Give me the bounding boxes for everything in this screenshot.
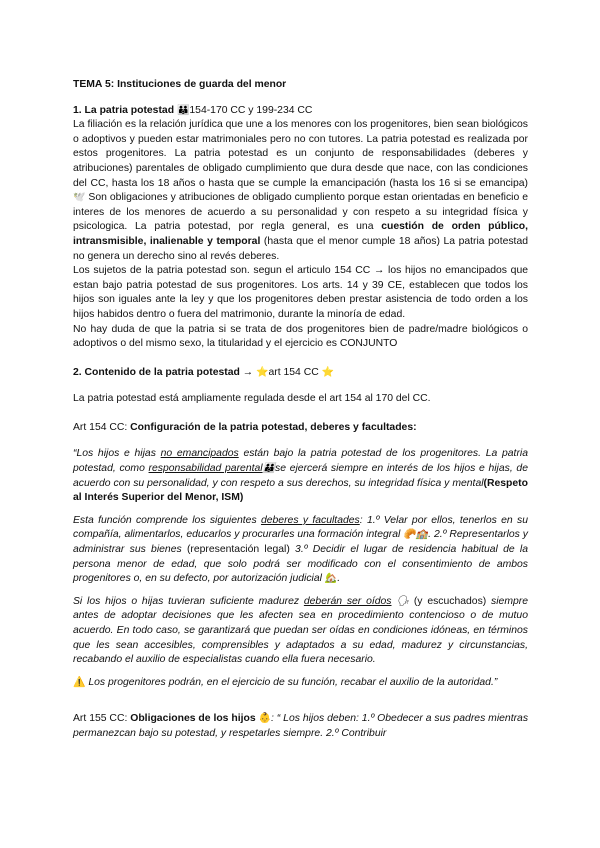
section-1-reference: 154-170 CC y 199-234 CC [189,104,313,116]
paragraph-regulacion: La patria potestad está ampliamente regulada desde el art 154 al 170 del CC. [73,393,431,405]
star-icon-2: ⭐ [321,366,335,378]
food-school-icon: 🥐🏫 [403,529,429,541]
star-icon: ⭐ [256,366,269,378]
art154-heading: Art 154 CC: Configuración de la patria potestad, deberes y facultades: [73,421,417,433]
art155-paragraph: Art 155 CC: Obligaciones de los hijos 👶: “ Los hijos deben: 1.º Obedecer a sus padres mientras permanezcan bajo su potestad, y respetarles siempre. 2.º Contribuir [73,713,529,739]
family-icon-2: 👪 [262,463,276,475]
quote-art154-3: Si los hijos o hijas tuvieran suficiente madurez deberán ser oídos 🗣 (y escuchados) siempre antes de adoptar decisiones que les afecten sea en procedimiento contencioso o de mutuo acuerdo. En todo caso, se garantizará que puedan ser oídas en condiciones idóneas, en términos que les sean accesibles, comprensibles y adaptados a su edad, madurez y circunstancias, recabando el auxilio de especialistas cuando ella fuera necesario. [73,595,529,666]
document-title: TEMA 5: Instituciones de guarda del menor [73,79,287,90]
ism-bold: (Respeto al Interés Superior del Menor, ISM) [73,477,528,504]
warning-icon: ⚠️ [73,676,86,688]
section-2-reference: art 154 CC [268,366,322,378]
paragraph-sujetos: Los sujetos de la patria potestad son. segun el articulo 154 CC → los hijos no emancipados que estan bajo patria potestad de sus progenitores. Los arts. 14 y 39 CE, establecen que todos los hijos son iguales ante la ley y que los progenitores deben prestar asistencia de todo orden a los hijos habidos dentro o fuera del matrimonio, durante la minoría de edad. [73,265,528,320]
quote-art154-2: Esta función comprende los siguientes deberes y facultades: 1.º Velar por ellos, tenerlos en su compañía, alimentarlos, educarlos y procurarles una formación integral 🥐🏫. 2.º Representarlos y administrar sus bienes (representación legal) 3.º Decidir el lugar de residencia habitual de la persona menor de edad, que solo podrá ser modificado con el consentimiento de ambos progenitores o, en su defecto, por autorización judicial 🏡. [73,514,529,585]
quote-art154-4: ⚠️ Los progenitores podrán, en el ejercicio de su función, recabar el auxilio de la autoridad.” [73,676,498,688]
dove-icon: 🕊️ [73,192,86,204]
baby-icon: 👶 [258,713,271,725]
paragraph-titularidad: No hay duda de que la patria si se trata de dos progenitores bien de padre/madre biológicos o adoptivos o del mismo sexo, la titularidad y el ejercicio es CONJUNTO [73,323,528,350]
quote-art154-1: “Los hijos e hijas no emancipados están bajo la patria potestad de los progenitores. La patria potestad, como responsabilidad parental👪se ejercerá siempre en interés de los hijos e hijas, de acuerdo con su personalidad, y con respeto a sus derechos, su integridad física y mental(Respeto al Interés Superior del Menor, ISM) [73,448,528,504]
section-2-heading: 2. Contenido de la patria potestad → ⭐art 154 CC ⭐ [73,366,335,378]
document-page [73,78,528,742]
family-icon: 👪 [176,104,190,116]
orden-publico-bold: cuestión de orden público, intransmisible, inalienable y temporal [73,221,528,247]
house-icon: 🏡 [324,573,338,585]
paragraph-filiacion: La filiación es la relación jurídica que une a los menores con los progenitores, bien sean biológicos o adoptivos y pueden estar matrimoniales pero no con tutores. La patria potestad es realizada por estos progenitores. La patria potestad es un conjunto de responsabilidades (deberes y atribuciones) parentales de obligado cumplimiento que dura desde que nace, con las condiciones del CC, hasta los 18 años o hasta que se cumple la emancipación (hasta los 16 si se emancipa) 🕊️ Son obligaciones y atribuciones de obligado cumpliento porque estan orientadas en beneficio e interes de los menores de acuerdo a su personalidad y con respeto a su integridad física y psicologica. La patria potestad, por regla general, es una cuestión de orden público, intransmisible, inalienable y temporal (hasta que el menor cumple 18 años) La patria potestad no genera un derecho sino al revés deberes. [73,119,528,262]
section-1-heading: 1. La patria potestad 👪154-170 CC y 199-234 CC [73,104,313,116]
speaking-head-icon: 🗣 [396,595,410,607]
